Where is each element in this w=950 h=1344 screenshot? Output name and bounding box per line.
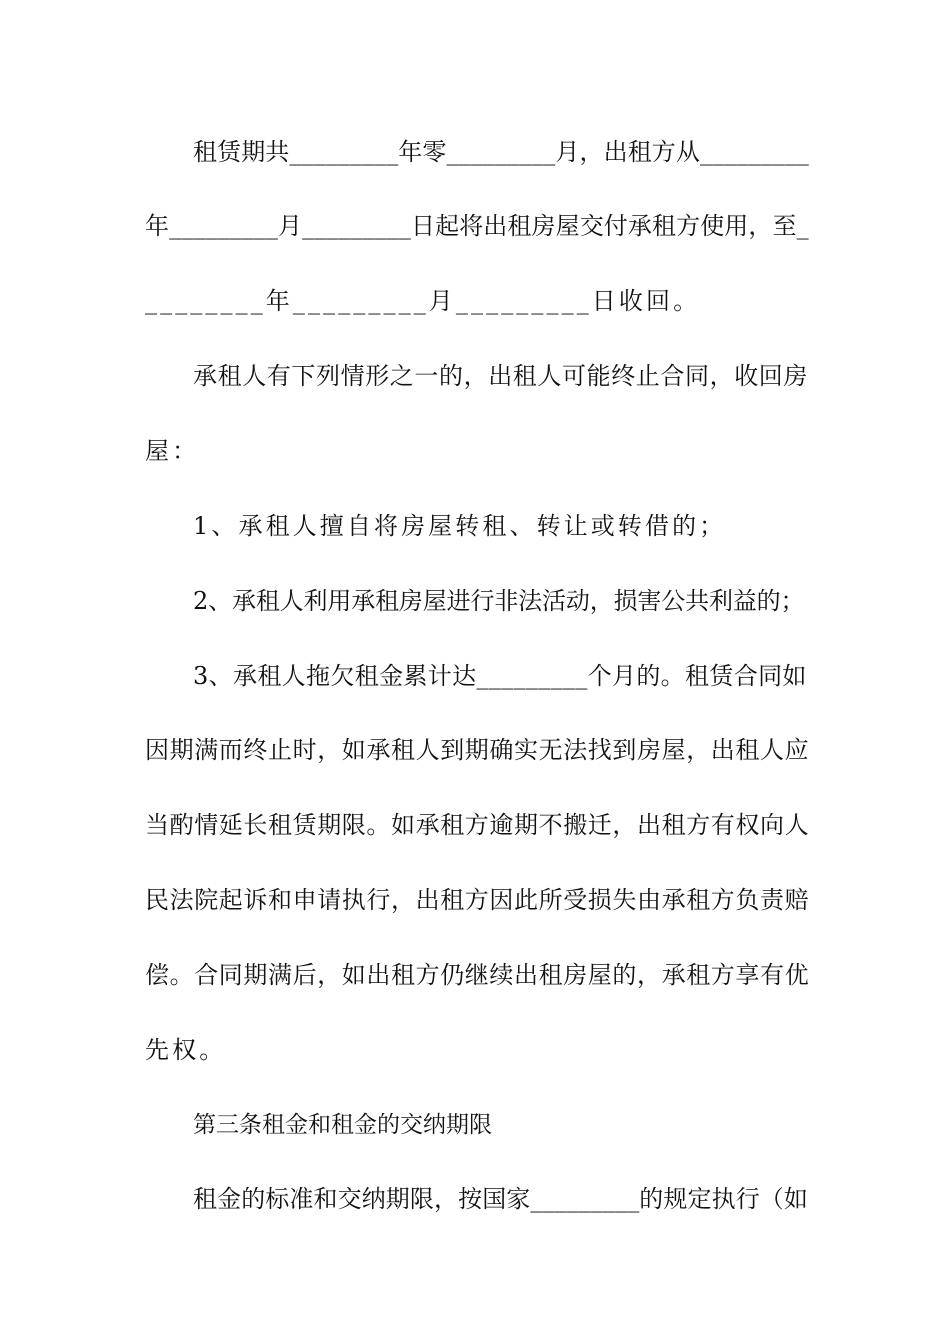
paragraph-line: 因期满而终止时，如承租人到期确实无法找到房屋，出租人应 (145, 736, 810, 764)
paragraph-line: 偿。合同期满后，如出租方仍继续出租房屋的，承租方享有优 (145, 961, 810, 989)
paragraph-line: 当酌情延长租赁期限。如承租方逾期不搬迁，出租方有权向人 (145, 811, 810, 839)
paragraph-line: 民法院起诉和申请执行，出租方因此所受损失由承租方负责赔 (145, 886, 810, 914)
paragraph-line: 租金的标准和交纳期限，按国家_________的规定执行（如 (193, 1185, 808, 1213)
list-item: 2、承租人利用承租房屋进行非法活动，损害公共利益的； (193, 587, 805, 615)
paragraph-line: 承租人有下列情形之一的，出租人可能终止合同，收回房 (193, 362, 808, 390)
list-item: 3、承租人拖欠租金累计达_________个月的。租赁合同如 (193, 662, 807, 690)
list-item: 1、承租人擅自将房屋转租、转让或转借的； (193, 512, 727, 540)
paragraph-line: ________年_________月_________日收回。 (145, 287, 701, 315)
paragraph-line: 年_________月_________日起将出租房屋交付承租方使用，至_ (145, 212, 809, 240)
section-heading: 第三条租金和租金的交纳期限 (193, 1112, 492, 1138)
paragraph-line: 租赁期共_________年零_________月，出租方从_________ (193, 138, 809, 166)
paragraph-line: 屋： (145, 437, 200, 465)
paragraph-line: 先权。 (145, 1036, 227, 1064)
